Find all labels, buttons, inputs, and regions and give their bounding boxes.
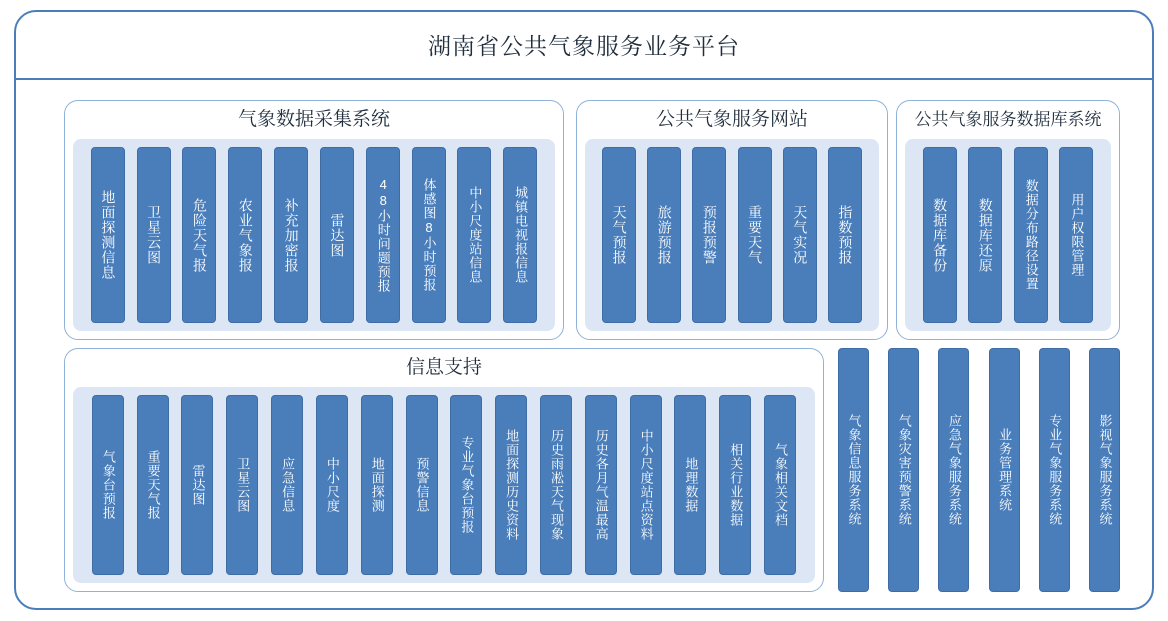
group-collection-body	[73, 139, 555, 331]
group-collection	[64, 100, 564, 340]
group-website-chips	[585, 139, 879, 331]
group-support	[64, 348, 824, 592]
chip-collection-4[interactable]: 补充加密报	[274, 147, 308, 323]
chip-collection-8[interactable]: 中小尺度站信息	[457, 147, 491, 323]
chip-support-5[interactable]: 中小尺度	[316, 395, 348, 575]
group-support-body	[73, 387, 815, 583]
group-support-chips	[73, 387, 815, 583]
chip-support-15[interactable]: 气象相关文档	[764, 395, 796, 575]
chip-support-12[interactable]: 中小尺度站点资料	[630, 395, 662, 575]
chip-support-6[interactable]: 地面探测	[361, 395, 393, 575]
chip-support-3[interactable]: 卫星云图	[226, 395, 258, 575]
chip-support-14[interactable]: 相关行业数据	[719, 395, 751, 575]
chip-support-8[interactable]: 专业气象台预报	[450, 395, 482, 575]
chip-database-1[interactable]: 数据库还原	[968, 147, 1002, 323]
chip-collection-1[interactable]: 卫星云图	[137, 147, 171, 323]
chip-support-4[interactable]: 应急信息	[271, 395, 303, 575]
chip-system-5[interactable]: 影视气象服务系统	[1089, 348, 1120, 592]
group-collection-chips	[73, 139, 555, 331]
chip-website-3[interactable]: 重要天气	[738, 147, 772, 323]
chip-system-4[interactable]: 专业气象服务系统	[1039, 348, 1070, 592]
group-website-body	[585, 139, 879, 331]
chip-collection-7[interactable]: 体感图8小时预报	[412, 147, 446, 323]
chip-collection-9[interactable]: 城镇电视报信息	[503, 147, 537, 323]
chip-system-3[interactable]: 业务管理系统	[989, 348, 1020, 592]
group-collection-title: 气象数据采集系统	[237, 109, 390, 130]
chip-collection-5[interactable]: 雷达图	[320, 147, 354, 323]
chip-support-9[interactable]: 地面探测历史资料	[495, 395, 527, 575]
chip-website-1[interactable]: 旅游预报	[647, 147, 681, 323]
group-website-title: 公共气象服务网站	[655, 109, 808, 130]
chip-support-2[interactable]: 雷达图	[181, 395, 213, 575]
chip-database-3[interactable]: 用户权限管理	[1059, 147, 1093, 323]
page-title: 湖南省公共气象服务业务平台	[16, 12, 1152, 80]
group-database-chips	[905, 139, 1111, 331]
group-website	[576, 100, 888, 340]
chip-website-0[interactable]: 天气预报	[602, 147, 636, 323]
chip-collection-6[interactable]: 48小时问题预报	[366, 147, 400, 323]
chip-system-0[interactable]: 气象信息服务系统	[838, 348, 869, 592]
group-database-body	[905, 139, 1111, 331]
chip-collection-3[interactable]: 农业气象报	[228, 147, 262, 323]
chip-website-4[interactable]: 天气实况	[783, 147, 817, 323]
group-support-title: 信息支持	[405, 357, 482, 378]
platform-container	[14, 10, 1154, 610]
chip-database-2[interactable]: 数据分布路径设置	[1014, 147, 1048, 323]
chip-website-2[interactable]: 预报预警	[692, 147, 726, 323]
chip-support-13[interactable]: 地理数据	[674, 395, 706, 575]
chip-support-10[interactable]: 历史雨凇天气现象	[540, 395, 572, 575]
chip-support-1[interactable]: 重要天气报	[137, 395, 169, 575]
chip-support-0[interactable]: 气象台预报	[92, 395, 124, 575]
chip-collection-0[interactable]: 地面探测信息	[91, 147, 125, 323]
chip-database-0[interactable]: 数据库备份	[923, 147, 957, 323]
chip-support-11[interactable]: 历史各月气温最高	[585, 395, 617, 575]
chip-collection-2[interactable]: 危险天气报	[182, 147, 216, 323]
chip-system-1[interactable]: 气象灾害预警系统	[888, 348, 919, 592]
chip-support-7[interactable]: 预警信息	[406, 395, 438, 575]
chip-system-2[interactable]: 应急气象服务系统	[938, 348, 969, 592]
group-database-title: 公共气象服务数据库系统	[914, 110, 1102, 129]
group-database	[896, 100, 1120, 340]
system-columns	[838, 348, 1120, 592]
chip-website-5[interactable]: 指数预报	[828, 147, 862, 323]
